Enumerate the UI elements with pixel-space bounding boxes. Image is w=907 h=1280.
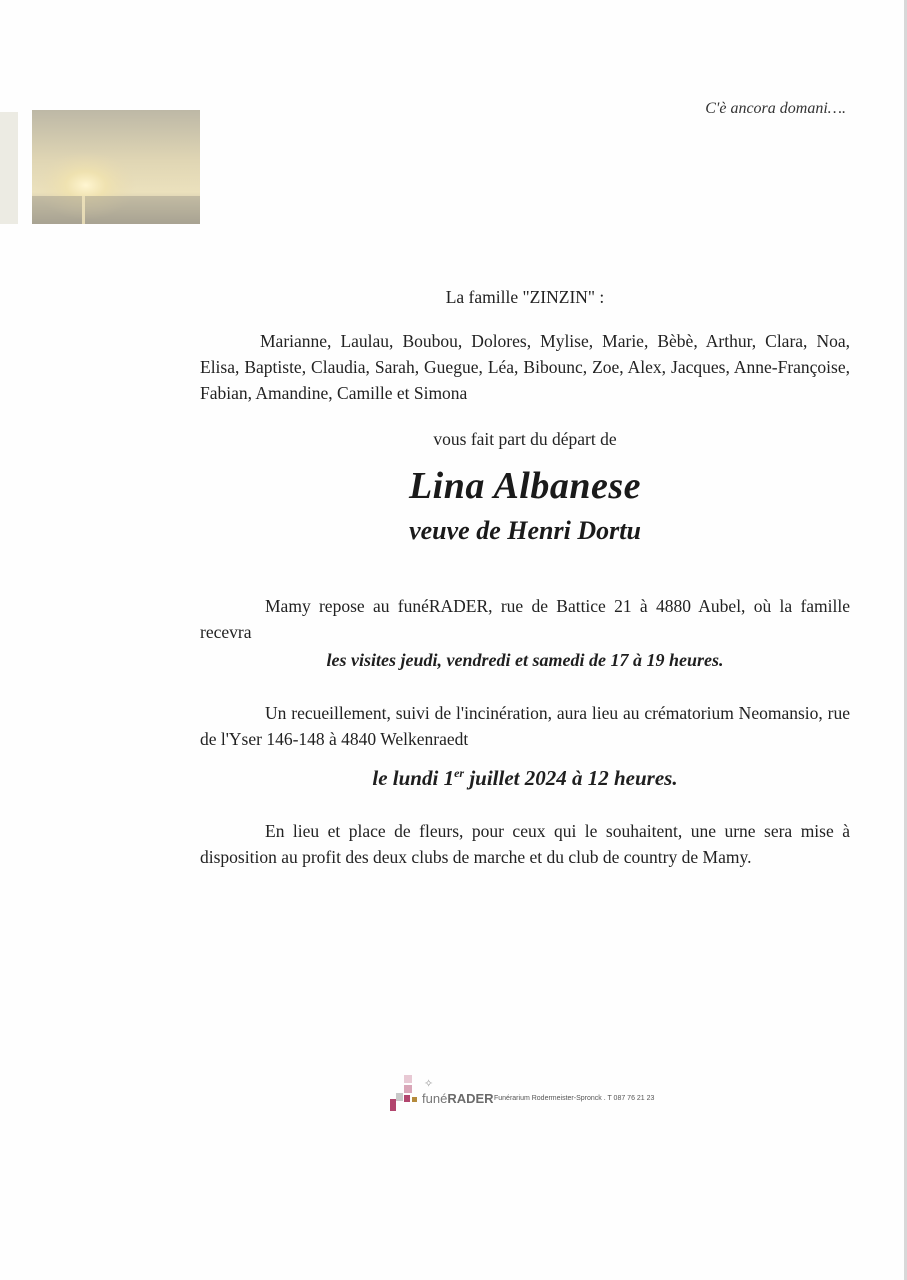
date-sup: er <box>454 766 465 780</box>
ceremony-text: Un recueillement, suivi de l'incinération, aura lieu au crématorium Neomansio, rue de l'Yser 146-148 à 4840 Welkenraedt <box>200 703 850 749</box>
announcement: vous fait part du départ de <box>433 429 617 449</box>
brand-name <box>422 1091 494 1106</box>
family-names: Marianne, Laulau, Boubou, Dolores, Mylise, Marie, Bèbè, Arthur, Clara, Noa, Elisa, Baptiste, Claudia, Sarah, Guegue, Léa, Bibounc, Zoe, Alex, Jacques, Anne-Françoise, Fabian, Amandine, Camille et Simona <box>200 331 850 403</box>
quote: C'è ancora domani…. <box>705 100 846 117</box>
widow-of: veuve de Henri Dortu <box>409 516 641 545</box>
footer-logo <box>390 1075 690 1115</box>
decorative-strip <box>0 112 18 224</box>
sunset-photo <box>32 110 200 224</box>
family-intro: La famille "ZINZIN" : <box>445 287 605 307</box>
ceremony-date <box>200 766 850 791</box>
date-suffix: juillet 2024 à 12 heures. <box>464 766 678 790</box>
repose-text: Mamy repose au funéRADER, rue de Battice 21 à 4880 Aubel, où la famille recevra <box>200 596 850 642</box>
date-prefix: le lundi 1 <box>372 766 455 790</box>
brand-part-a: funé <box>422 1091 448 1106</box>
footer-contact: Funérarium Rodermeister-Spronck . T 087 76 21 23 <box>494 1095 655 1102</box>
bird-icon: ✧ <box>424 1078 434 1090</box>
flowers-text: En lieu et place de fleurs, pour ceux qui le souhaitent, une urne sera mise à disposition au profit des deux clubs de marche et du club de country de Mamy. <box>200 821 850 867</box>
visit-hours: les visites jeudi, vendredi et samedi de 17 à 19 heures. <box>326 650 724 670</box>
brand-part-b: RADER <box>447 1091 494 1106</box>
deceased-name: Lina Albanese <box>408 465 642 507</box>
